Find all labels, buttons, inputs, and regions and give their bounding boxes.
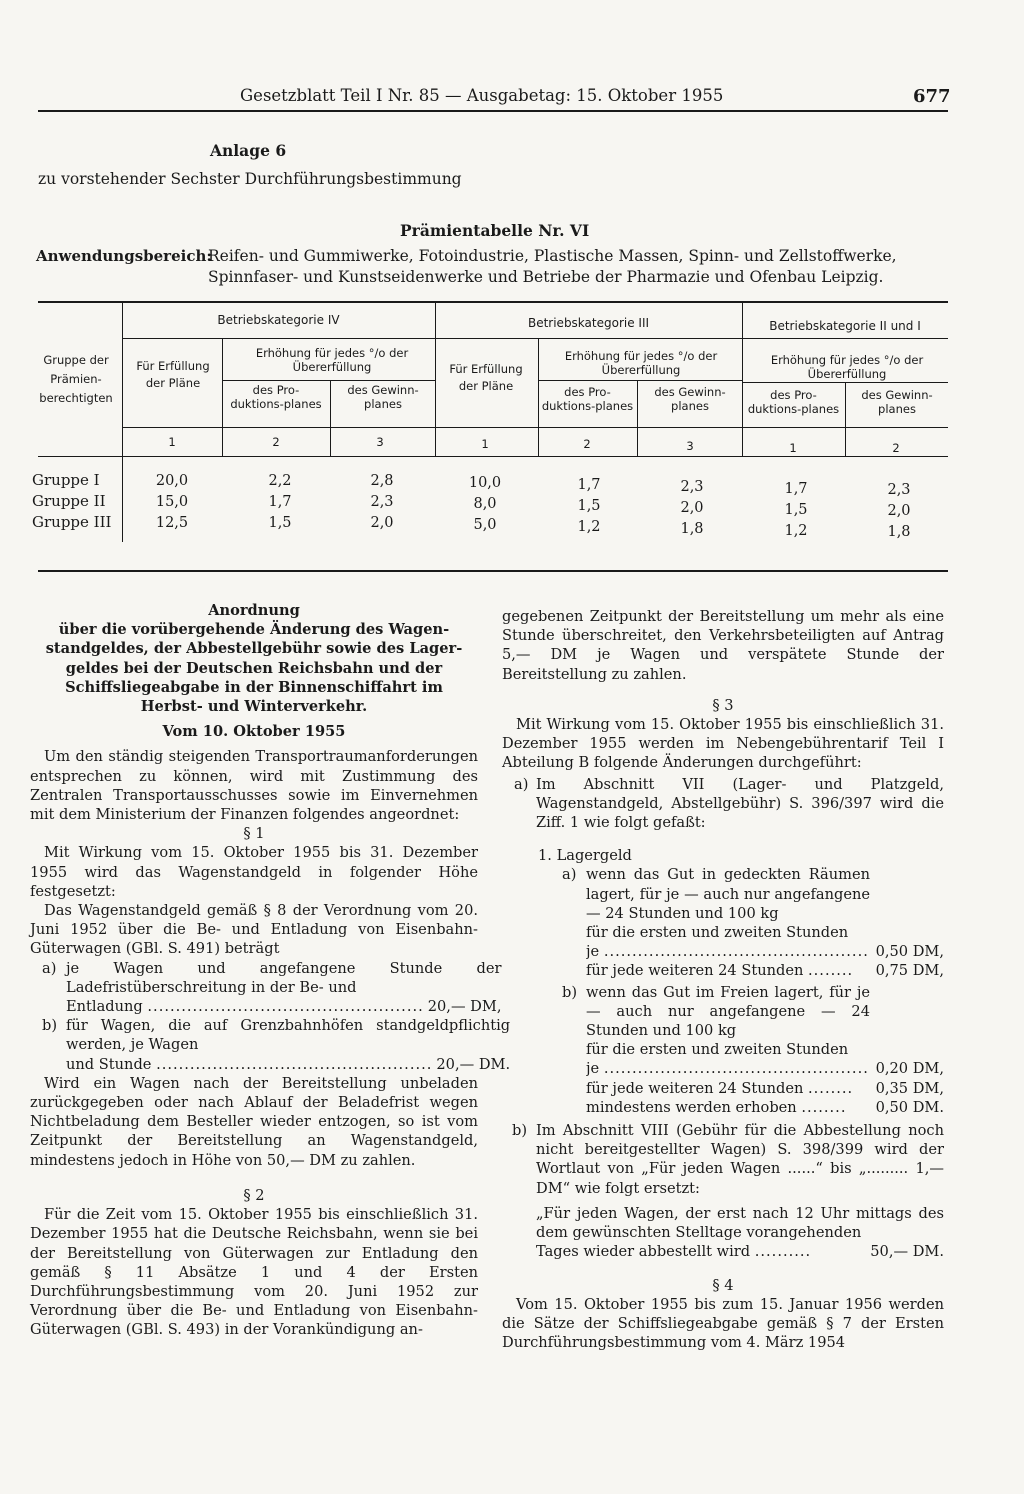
cell: 15,0 bbox=[155, 494, 189, 510]
item-amount: 0,50 DM. bbox=[875, 1098, 944, 1116]
anlage-title: Anlage 6 bbox=[210, 141, 287, 160]
table-header-rule bbox=[122, 427, 948, 428]
cell: 2,3 bbox=[370, 494, 394, 510]
item-je: je bbox=[586, 943, 600, 961]
erh-rule-3 bbox=[538, 380, 742, 381]
item-amount: 0,35 DM, bbox=[875, 1079, 944, 1097]
anordnung-title-2: über die vorübergehende Änderung des Wagen- bbox=[58, 621, 450, 639]
col-num-8: 2 bbox=[892, 441, 900, 455]
intro-paragraph: Um den ständig steigenden Transportraumanforderungen entsprechen zu können, wird mit Zustimmung des Zentralen Transportausschusses sowie im Einvernehmen mit dem Ministerium der Finanzen folgendes angeordnet: bbox=[30, 748, 478, 824]
cell: 1,8 bbox=[680, 521, 704, 537]
cat-rule-4 bbox=[122, 338, 435, 339]
section-3-text: Mit Wirkung vom 15. Oktober 1955 bis einschließlich 31. Dezember 1955 werden im Nebengebührentarif Teil I Abteilung B folgende Änderungen durchgeführt: bbox=[502, 716, 944, 772]
section-1-item-a bbox=[30, 959, 502, 1017]
erhoehung-3: Erhöhung für jedes °/o der Übererfüllung bbox=[564, 349, 718, 377]
cat21-header: Betriebskategorie II und I bbox=[769, 319, 921, 333]
vrule-3a bbox=[538, 339, 539, 456]
item-text: Im Abschnitt VIII (Gebühr für die Abbestellung noch nicht bereitgestellter Wagen) S. 398/399 wird der Wortlaut von „Für jeden Wagen ......“ bis „......... 1,— DM“ wie folgt ersetzt: bbox=[536, 1122, 944, 1197]
erhoehung-21: Erhöhung für jedes °/o der Übererfüllung bbox=[770, 353, 924, 381]
section-1-text-b: Das Wagenstandgeld gemäß § 8 der Verordnung vom 20. Juni 1952 über die Be- und Entladung von Eisenbahn-Güterwagen (GBl. S. 491) beträgt bbox=[30, 902, 478, 958]
lagergeld-item-a: a) wenn das Gut in gedeckten Räumen lagert, für je — auch nur angefangene — 24 Stunden und 100 kg für die ersten und zweiten Stunden je ............................................... 0,50 DM, für jede weiteren 24 Stunden ........ 0,75 DM, bbox=[562, 866, 944, 980]
section-4-heading: § 4 bbox=[712, 1276, 734, 1294]
table-bottom-rule bbox=[38, 570, 948, 572]
item-text: je Wagen und angefangene Stunde der Ladefristüberschreitung in der Be- und bbox=[66, 959, 502, 996]
item-label: a) bbox=[514, 775, 529, 793]
section-3-item-a bbox=[502, 775, 944, 833]
left-column bbox=[30, 601, 511, 1340]
item-amount: 0,20 DM, bbox=[875, 1060, 944, 1078]
quote-amount: 50,— DM. bbox=[870, 1243, 944, 1261]
fuer-erfuellung-4: Für Erfüllung der Pläne bbox=[136, 359, 210, 390]
right-column bbox=[502, 607, 944, 1352]
header-rule bbox=[38, 110, 948, 112]
vrule-group bbox=[122, 303, 123, 542]
section-4-text: Vom 15. Oktober 1955 bis zum 15. Januar 1956 werden die Sätze der Schiffsliegeabgabe gemäß § 7 der Ersten Durchführungsbestimmung vom 4. März 1954 bbox=[502, 1295, 944, 1352]
cat4-header: Betriebskategorie IV bbox=[217, 313, 340, 327]
produktion-4: des Pro-duktions-planes bbox=[230, 383, 322, 411]
cell: 2,0 bbox=[370, 515, 394, 531]
anordnung-title-1: Anordnung bbox=[208, 602, 300, 619]
section-1-item-b bbox=[30, 1016, 511, 1074]
row-label-2: Gruppe II bbox=[32, 492, 106, 510]
cell: 1,7 bbox=[268, 494, 292, 510]
lagergeld-title: 1. Lagergeld bbox=[538, 847, 632, 865]
col-num-7: 1 bbox=[789, 441, 797, 455]
cell: 10,0 bbox=[468, 475, 502, 491]
cell: 5,0 bbox=[473, 517, 497, 533]
erh-rule-4 bbox=[222, 380, 435, 381]
cell: 1,5 bbox=[577, 498, 601, 514]
section-2-heading: § 2 bbox=[243, 1186, 265, 1204]
item-line: für die ersten und zweiten Stunden bbox=[586, 1041, 849, 1059]
row-label-3: Gruppe III bbox=[32, 513, 112, 531]
section-3-heading: § 3 bbox=[712, 696, 734, 714]
gewinn-3: des Gewinn-planes bbox=[654, 385, 726, 413]
lagergeld-item-b: b) wenn das Gut im Freien lagert, für je — auch nur angefangene — 24 Stunden und 100 kg für die ersten und zweiten Stunden je ............................................... 0,20 DM, für jede weiteren 24 Stunden ........ 0,35 DM, mindestens werden erhoben ........ 0,50 DM. bbox=[562, 983, 944, 1116]
item-last: Entladung ................................................. bbox=[66, 998, 424, 1016]
section-1-text-a: Mit Wirkung vom 15. Oktober 1955 bis 31. Dezember 1955 wird das Wagenstandgeld in folgender Höhe festgesetzt: bbox=[30, 844, 478, 900]
table-num-rule bbox=[38, 456, 948, 457]
item-amount: 20,— DM, bbox=[427, 998, 502, 1016]
section-2-text: Für die Zeit vom 15. Oktober 1955 bis einschließlich 31. Dezember 1955 hat die Deutsche Reichsbahn, wenn sie bei der Bereitstellung von Güterwagen zur Entladung den gemäß § 11 Absätze 1 und 4 der Ersten Durchführungsbestimmung vom 20. Juni 1952 zur Verordnung über die Be- und Entladung von Eisenbahn-Güterwagen (GBl. S. 493) in der Vorankündigung an- bbox=[30, 1206, 478, 1339]
item-weitere: für jede weiteren 24 Stunden bbox=[586, 962, 804, 980]
anordnung-title-6: Herbst- und Winterverkehr. bbox=[140, 698, 368, 716]
item-last: und Stunde ................................................. bbox=[66, 1055, 433, 1073]
col-num-2: 2 bbox=[272, 435, 280, 449]
scope-label: Anwendungsbereich: bbox=[36, 247, 212, 265]
produktion-3: des Pro-duktions-planes bbox=[541, 385, 634, 413]
cell: 1,8 bbox=[887, 524, 911, 540]
cell: 2,0 bbox=[887, 503, 911, 519]
col-num-4: 1 bbox=[481, 437, 489, 451]
item-quote: „Für jeden Wagen, der erst nach 12 Uhr mittags des dem gewünschten Stelltage vorangehenden bbox=[536, 1204, 944, 1242]
item-amount: 20,— DM. bbox=[436, 1055, 511, 1073]
vrule-21a bbox=[845, 382, 846, 456]
fuer-erfuellung-3: Für Erfüllung der Pläne bbox=[449, 362, 523, 393]
anordnung-title-4: geldes bei der Deutschen Reichsbahn und der bbox=[65, 659, 443, 677]
item-line: für die ersten und zweiten Stunden bbox=[586, 924, 849, 942]
item-min: mindestens werden erhoben bbox=[586, 1098, 797, 1116]
vrule-3b bbox=[637, 380, 638, 456]
section-3-item-b: b) Im Abschnitt VIII (Gebühr für die Abbestellung noch nicht bereitgestellter Wagen) S. 398/399 wird der Wortlaut von „Für jeden Wagen ......“ bis „......... 1,— DM“ wie folgt ersetzt: „Für jeden Wagen, der erst nach 12 Uhr mittags des dem gewünschten Stelltage vorangehenden Tages wieder abbestellt wird .......... 50,— DM. bbox=[512, 1122, 944, 1261]
item-label: b) bbox=[512, 1122, 528, 1140]
cell: 2,2 bbox=[268, 473, 292, 489]
item-text: für Wagen, die auf Grenzbahnhöfen standgeldpflichtig werden, je Wagen bbox=[66, 1017, 511, 1054]
cell: 1,5 bbox=[784, 502, 808, 518]
cell: 1,7 bbox=[784, 481, 808, 497]
cell: 8,0 bbox=[473, 496, 497, 512]
cell: 2,0 bbox=[680, 500, 704, 516]
item-text: wenn das Gut in gedeckten Räumen lagert, für je — auch nur angefangene — 24 Stunden und 100 kg bbox=[586, 866, 870, 922]
cat-rule-3 bbox=[435, 338, 742, 339]
anordnung-date: Vom 10. Oktober 1955 bbox=[162, 723, 346, 741]
gewinn-21: des Gewinn-planes bbox=[861, 388, 933, 416]
quote-last: Tages wieder abbestellt wird bbox=[536, 1243, 751, 1261]
gewinn-4: des Gewinn-planes bbox=[347, 383, 419, 411]
vrule-4a bbox=[222, 339, 223, 456]
scope-line-2: Spinnfaser- und Kunstseidenwerke und Betriebe der Pharmazie und Ofenbau Leipzig. bbox=[208, 268, 884, 286]
vrule-4b bbox=[330, 380, 331, 456]
page-header: Gesetzblatt Teil I Nr. 85 — Ausgabetag: 15. Oktober 1955 bbox=[240, 86, 724, 105]
cell: 1,2 bbox=[577, 519, 601, 535]
row-label-1: Gruppe I bbox=[32, 471, 100, 489]
anlage-subtitle: zu vorstehender Sechster Durchführungsbestimmung bbox=[38, 170, 462, 188]
item-text: Im Abschnitt VII (Lager- und Platzgeld, Wagenstandgeld, Abstellgebühr) S. 396/397 wird die Ziff. 1 wie folgt gefaßt: bbox=[536, 775, 944, 832]
item-je: je bbox=[586, 1060, 600, 1078]
erhoehung-4: Erhöhung für jedes °/o der Übererfüllung bbox=[255, 346, 409, 374]
cat3-header: Betriebskategorie III bbox=[527, 316, 650, 330]
page-number: 677 bbox=[913, 86, 951, 107]
cell: 2,3 bbox=[680, 479, 704, 495]
item-amount: 0,75 DM, bbox=[875, 962, 944, 980]
item-label: b) bbox=[562, 983, 578, 1001]
section-2-continuation: gegebenen Zeitpunkt der Bereitstellung um mehr als eine Stunde überschreitet, den Verkehrsbeteiligten auf Antrag 5,— DM je Wagen und verspätete Stunde der Bereitstellung zu zahlen. bbox=[502, 608, 944, 683]
item-label: b) bbox=[42, 1017, 58, 1035]
produktion-21: des Pro-duktions-planes bbox=[747, 388, 840, 416]
cell: 1,2 bbox=[784, 523, 808, 539]
cell: 1,7 bbox=[577, 477, 601, 493]
cell: 20,0 bbox=[155, 473, 189, 489]
col-num-3: 3 bbox=[376, 435, 384, 449]
section-1-text-c: Wird ein Wagen nach der Bereitstellung unbeladen zurückgegeben oder nach Ablauf der Beladefrist wegen Nichtbeladung dem Besteller wieder entzogen, so ist vom Zeitpunkt der Bereitstellung an Wagenstandgeld, mindestens jedoch in Höhe von 50,— DM zu zahlen. bbox=[30, 1074, 478, 1169]
table-title: Prämientabelle Nr. VI bbox=[400, 221, 590, 240]
cell: 12,5 bbox=[155, 515, 189, 531]
table-top-rule bbox=[38, 301, 948, 303]
col-num-5: 2 bbox=[583, 437, 591, 451]
cell: 2,3 bbox=[887, 482, 911, 498]
item-weitere: für jede weiteren 24 Stunden bbox=[586, 1079, 804, 1097]
item-text: wenn das Gut im Freien lagert, für je — auch nur angefangene — 24 Stunden und 100 kg bbox=[586, 983, 870, 1040]
col-num-6: 3 bbox=[686, 439, 694, 453]
section-1-heading: § 1 bbox=[243, 825, 265, 843]
item-amount: 0,50 DM, bbox=[875, 943, 944, 961]
cell: 1,5 bbox=[268, 515, 292, 531]
anordnung-title-5: Schiffsliegeabgabe in der Binnenschiffahrt im bbox=[65, 678, 443, 696]
item-label: a) bbox=[42, 959, 57, 977]
cat-rule-21 bbox=[742, 338, 948, 339]
item-label: a) bbox=[562, 866, 577, 884]
scope-line-1: Reifen- und Gummiwerke, Fotoindustrie, Plastische Massen, Spinn- und Zellstoffwerke, bbox=[208, 247, 897, 265]
col-num-1: 1 bbox=[168, 435, 176, 449]
group-header: Gruppe der Prämien-berechtigten bbox=[39, 353, 113, 405]
cell: 2,8 bbox=[370, 473, 394, 489]
anordnung-title-3: standgeldes, der Abbestellgebühr sowie des Lager- bbox=[45, 640, 463, 658]
